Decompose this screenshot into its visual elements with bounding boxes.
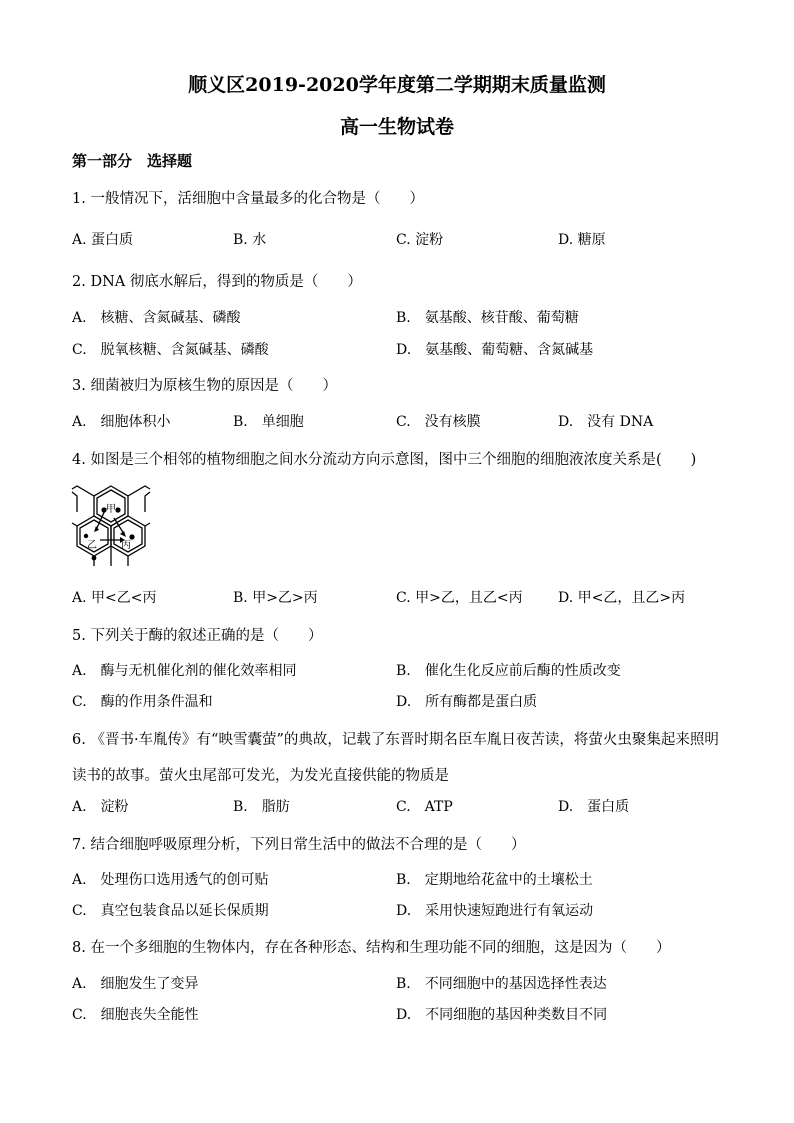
q5-option-b[interactable]: B. 催化生化反应前后酶的性质改变 [396, 663, 621, 679]
q2-option-a[interactable]: A. 核糖、含氮碱基、磷酸 [72, 310, 241, 326]
q4-option-a[interactable]: A. 甲<乙<丙 [72, 590, 157, 606]
q8-option-c[interactable]: C. 细胞丧失全能性 [72, 1007, 199, 1023]
question-8-stem: 8. 在一个多细胞的生物体内，存在各种形态、结构和生理功能不同的细胞，这是因为（ ） [72, 940, 671, 956]
question-4-stem: 4. 如图是三个相邻的植物细胞之间水分流动方向示意图，图中三个细胞的细胞液浓度关系是( ) [72, 452, 697, 468]
q8-option-d[interactable]: D. 不同细胞的基因种类数目不同 [396, 1007, 608, 1023]
q1-option-c[interactable]: C. 淀粉 [396, 232, 444, 248]
q7-option-d[interactable]: D. 采用快速短跑进行有氧运动 [396, 903, 594, 919]
q4-option-b[interactable]: B. 甲>乙>丙 [233, 590, 318, 606]
q3-option-c[interactable]: C. 没有核膜 [396, 414, 481, 430]
q2-option-c[interactable]: C. 脱氧核糖、含氮碱基、磷酸 [72, 342, 269, 358]
q5-option-a[interactable]: A. 酶与无机催化剂的催化效率相同 [72, 663, 297, 679]
cell-label-bing: 丙 [121, 540, 131, 551]
q3-option-b[interactable]: B. 单细胞 [233, 414, 304, 430]
q2-option-d[interactable]: D. 氨基酸、葡萄糖、含氮碱基 [396, 342, 594, 358]
question-6-stem-line-2: 读书的故事。萤火虫尾部可发光，为发光直接供能的物质是 [72, 768, 449, 784]
q7-option-b[interactable]: B. 定期地给花盆中的土壤松土 [396, 872, 593, 888]
q5-option-d[interactable]: D. 所有酶都是蛋白质 [396, 694, 538, 710]
question-7-stem: 7. 结合细胞呼吸原理分析，下列日常生活中的做法不合理的是（ ） [72, 837, 526, 853]
q7-option-c[interactable]: C. 真空包装食品以延长保质期 [72, 903, 269, 919]
q6-option-b[interactable]: B. 脂肪 [233, 799, 290, 815]
q7-option-a[interactable]: A. 处理伤口选用透气的创可贴 [72, 872, 269, 888]
cell-label-yi: 乙 [87, 540, 97, 551]
q1-option-d[interactable]: D. 糖原 [558, 232, 606, 248]
q6-option-a[interactable]: A. 淀粉 [72, 799, 129, 815]
q4-option-c[interactable]: C. 甲>乙，且乙<丙 [396, 590, 523, 606]
plant-cell-diagram [70, 482, 152, 568]
question-3-stem: 3. 细菌被归为原核生物的原因是（ ） [72, 378, 337, 394]
q8-option-a[interactable]: A. 细胞发生了变异 [72, 976, 199, 992]
q3-option-a[interactable]: A. 细胞体积小 [72, 414, 171, 430]
exam-title: 顺义区2019-2020学年度第二学期期末质量监测 [188, 74, 606, 96]
section-heading: 第一部分 选择题 [72, 152, 193, 170]
question-2-stem: 2. DNA 彻底水解后，得到的物质是（ ） [72, 274, 362, 290]
cell-label-jia: 甲 [106, 504, 116, 515]
question-5-stem: 5. 下列关于酶的叙述正确的是（ ） [72, 628, 323, 644]
q1-option-b[interactable]: B. 水 [233, 232, 267, 248]
q4-option-d[interactable]: D. 甲<乙，且乙>丙 [558, 590, 686, 606]
q8-option-b[interactable]: B. 不同细胞中的基因选择性表达 [396, 976, 607, 992]
q5-option-c[interactable]: C. 酶的作用条件温和 [72, 694, 213, 710]
q6-option-c[interactable]: C. ATP [396, 799, 453, 815]
q3-option-d[interactable]: D. 没有 DNA [558, 414, 654, 430]
q1-option-a[interactable]: A. 蛋白质 [72, 232, 134, 248]
exam-subtitle: 高一生物试卷 [339, 116, 454, 138]
q2-option-b[interactable]: B. 氨基酸、核苷酸、葡萄糖 [396, 310, 579, 326]
question-1-stem: 1. 一般情况下，活细胞中含量最多的化合物是（ ） [72, 191, 424, 207]
q6-option-d[interactable]: D. 蛋白质 [558, 799, 630, 815]
question-6-stem-line-1: 6. 《晋书·车胤传》有“映雪囊萤”的典故，记载了东晋时期名臣车胤日夜苦读，将萤火虫聚集起来照明 [72, 732, 719, 748]
